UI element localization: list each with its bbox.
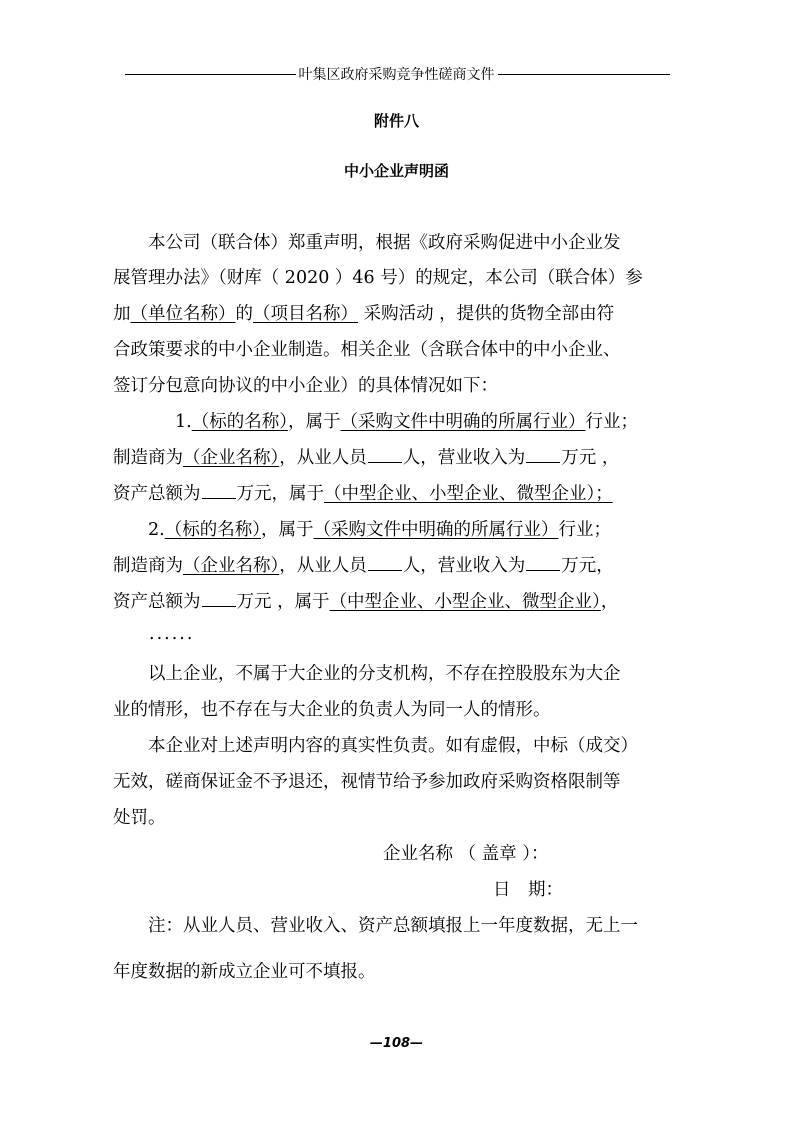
unit-name-field: （单位名称） [130,304,236,324]
para3-line3: 处罚。 [113,808,166,828]
para1-line4: 合政策要求的中小企业制造。相关企业（含联合体中的中小企业、 [113,340,621,360]
item2-line2: 制造商为（企业名称），从业人员 人，营业收入为 万元， [113,552,614,577]
note-line1: 注：从业人员、营业收入、资产总额填报上一年度数据，无上一 [148,916,638,936]
item1-line3: 资产总额为 万元，属于（中型企业、小型企业、微型企业）； [113,480,613,505]
item1-line1: 1.（标的名称），属于（采购文件中明确的所属行业）行业； [175,412,638,432]
para1-line2: 展管理办法》（财库（ 2020 ）46 号）的规定，本公司（联合体）参 [113,268,643,288]
ellipsis: ...... [149,624,195,644]
para1-line1: 本公司（联合体）郑重声明，根据《政府采购促进中小企业发 [148,233,621,253]
page-number: —108— [369,1036,424,1051]
item2-line1: 2.（标的名称），属于（采购文件中明确的所属行业）行业； [148,520,611,540]
para2-line1: 以上企业，不属于大企业的分支机构，不存在控股股东为大企 [148,664,621,684]
para1-line5: 签订分包意向协议的中小企业）的具体情况如下： [113,376,498,396]
note-line2: 年度数据的新成立企业可不填报。 [113,962,376,982]
page-header [0,64,793,84]
project-name-field: （项目名称） [253,304,358,324]
item1-line2: 制造商为（企业名称），从业人员 人，营业收入为 万元 ， [113,444,619,469]
header-title: 叶集区政府采购竞争性磋商文件 [296,67,498,83]
para1-line3: 加（单位名称）的（项目名称） 采购活动 ，提供的货物全部由符 [113,304,615,324]
date-line: 日 期： [493,880,563,900]
para3-line1: 本企业对上述声明内容的真实性负责。如有虚假，中标（成交） [148,736,638,756]
item2-line3: 资产总额为 万元 ，属于（中型企业、小型企业、微型企业）， [113,588,618,613]
para2-line2: 业的情形，也不存在与大企业的负责人为同一人的情形。 [113,700,551,720]
attachment-label: 附件八 [373,112,419,130]
company-seal-line: 企业名称 （ 盖章 ）： [383,844,549,864]
page-title: 中小企业声明函 [343,162,449,180]
para3-line2: 无效，磋商保证金不予退还，视情节给予参加政府采购资格限制等 [113,772,621,792]
